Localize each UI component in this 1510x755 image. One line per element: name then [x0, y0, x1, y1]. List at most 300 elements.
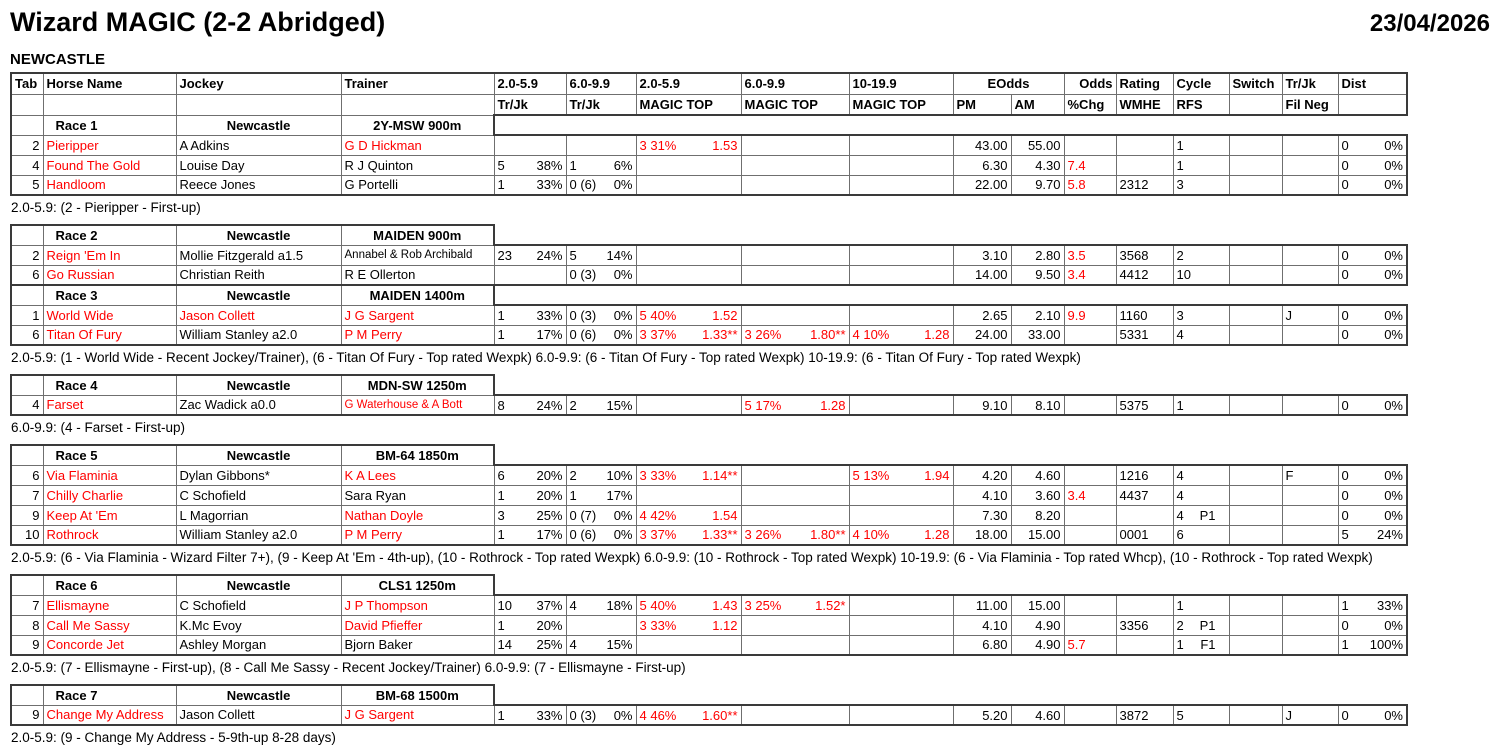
cell-rfs: 3: [1173, 305, 1229, 325]
cell-dist: 1 100%: [1338, 635, 1407, 655]
cell-magic-band3: [849, 395, 953, 415]
race-header-spacer: [494, 115, 566, 135]
cell-pm: 22.00: [953, 175, 1011, 195]
cell-am: 4.90: [1011, 635, 1064, 655]
race-header-spacer: [953, 375, 1011, 395]
race-header-spacer: [741, 445, 849, 465]
cell-trainer: David Pfieffer: [341, 615, 494, 635]
cell-trainer: G Waterhouse & A Bott: [341, 395, 494, 415]
cell-horse-name: Call Me Sassy: [43, 615, 176, 635]
cell-jockey: William Stanley a2.0: [176, 325, 341, 345]
cell-jockey: Reece Jones: [176, 175, 341, 195]
subheader-trjk-band2: Tr/Jk: [566, 94, 636, 115]
table-row: [11, 465, 1407, 485]
cell-rfs: 4: [1173, 485, 1229, 505]
table-row: [11, 135, 1407, 155]
cell-pm: 14.00: [953, 265, 1011, 285]
race-header-spacer: [1116, 115, 1173, 135]
cell-jockey: C Schofield: [176, 485, 341, 505]
race-table-block-3: [10, 374, 1408, 416]
race-venue: Newcastle: [176, 575, 341, 595]
cell-switch: [1229, 525, 1282, 545]
race-header-spacer: [1116, 575, 1173, 595]
cell-horse-name: World Wide: [43, 305, 176, 325]
cell-am: 55.00: [1011, 135, 1064, 155]
cell-pm: 6.80: [953, 635, 1011, 655]
cell-trjk-band2: 0 (7) 0%: [566, 505, 636, 525]
race-header-spacer: [566, 685, 636, 705]
race-header-spacer: [1011, 285, 1064, 305]
cell-jockey: Christian Reith: [176, 265, 341, 285]
cell-am: 8.20: [1011, 505, 1064, 525]
cell-magic-band1: [636, 485, 741, 505]
race-header-spacer: [1282, 225, 1338, 245]
race-header-spacer: [636, 225, 741, 245]
cell-trainer: R E Ollerton: [341, 265, 494, 285]
cell-tab: 4: [11, 395, 43, 415]
cell-magic-band3: [849, 155, 953, 175]
cell-trainer: P M Perry: [341, 325, 494, 345]
race-header-spacer: [741, 575, 849, 595]
race-header-spacer: [636, 685, 741, 705]
race-table-block-2: [10, 224, 1408, 346]
cell-switch: [1229, 615, 1282, 635]
cell-chg: [1064, 135, 1116, 155]
table-row: [11, 635, 1407, 655]
cell-magic-band3: 4 10% 1.28: [849, 525, 953, 545]
race-header-spacer: [1338, 285, 1407, 305]
race-header-spacer: [953, 575, 1011, 595]
race-header-tab: [11, 375, 43, 395]
cell-magic-band2: 5 17% 1.28: [741, 395, 849, 415]
cell-jockey: Jason Collett: [176, 305, 341, 325]
cell-rfs: 1 F1: [1173, 635, 1229, 655]
cell-pm: 7.30: [953, 505, 1011, 525]
cell-rfs: 10: [1173, 265, 1229, 285]
cell-trjk-band1: 14 25%: [494, 635, 566, 655]
race-class: BM-64 1850m: [341, 445, 494, 465]
cell-magic-band3: [849, 485, 953, 505]
cell-horse-name: Ellismayne: [43, 595, 176, 615]
cell-magic-band1: [636, 245, 741, 265]
race-table-block-5: [10, 574, 1408, 656]
race-header-row: [11, 285, 1407, 305]
race-header-spacer: [494, 445, 566, 465]
race-header-spacer: [1229, 375, 1282, 395]
cell-wmhe: [1116, 635, 1173, 655]
cell-wmhe: 5331: [1116, 325, 1173, 345]
race-header-spacer: [1011, 225, 1064, 245]
cell-trainer: K A Lees: [341, 465, 494, 485]
header-cycle: Cycle: [1173, 73, 1229, 94]
cell-trjk-band2: 0 (6) 0%: [566, 525, 636, 545]
cell-wmhe: [1116, 505, 1173, 525]
table-row: [11, 705, 1407, 725]
race-name: Race 6: [43, 575, 176, 595]
cell-chg: [1064, 595, 1116, 615]
cell-dist: 0 0%: [1338, 615, 1407, 635]
cell-jockey: K.Mc Evoy: [176, 615, 341, 635]
cell-magic-band2: [741, 505, 849, 525]
cell-chg: 3.4: [1064, 485, 1116, 505]
race-venue: Newcastle: [176, 685, 341, 705]
cell-dist: 0 0%: [1338, 245, 1407, 265]
cell-rfs: 1: [1173, 395, 1229, 415]
cell-switch: [1229, 325, 1282, 345]
cell-fil-neg: [1282, 615, 1338, 635]
cell-magic-band3: [849, 245, 953, 265]
cell-magic-band2: [741, 705, 849, 725]
subheader-chg: %Chg: [1064, 94, 1116, 115]
race-header-spacer: [636, 575, 741, 595]
race-header-spacer: [741, 375, 849, 395]
cell-am: 33.00: [1011, 325, 1064, 345]
cell-horse-name: Chilly Charlie: [43, 485, 176, 505]
race-header-spacer: [1338, 115, 1407, 135]
cell-switch: [1229, 175, 1282, 195]
cell-chg: [1064, 615, 1116, 635]
report-date: 23/04/2026: [1369, 10, 1490, 37]
header-trjk-band1: 2.0-5.9: [494, 73, 566, 94]
race-header-spacer: [1064, 445, 1116, 465]
cell-magic-band3: 4 10% 1.28: [849, 325, 953, 345]
table-row: [11, 155, 1407, 175]
cell-horse-name: Reign 'Em In: [43, 245, 176, 265]
race-header-row: [11, 225, 1407, 245]
subheader-switch: [1229, 94, 1282, 115]
cell-trainer: G D Hickman: [341, 135, 494, 155]
cell-trainer: J G Sargent: [341, 705, 494, 725]
cell-am: 2.10: [1011, 305, 1064, 325]
cell-magic-band2: [741, 615, 849, 635]
cell-trjk-band2: 0 (3) 0%: [566, 305, 636, 325]
cell-pm: 24.00: [953, 325, 1011, 345]
cell-dist: 0 0%: [1338, 465, 1407, 485]
race-header-spacer: [1011, 575, 1064, 595]
cell-tab: 2: [11, 245, 43, 265]
cell-horse-name: Rothrock: [43, 525, 176, 545]
race-venue: Newcastle: [176, 445, 341, 465]
race-header-spacer: [741, 285, 849, 305]
cell-pm: 11.00: [953, 595, 1011, 615]
subheader-fil-neg: Fil Neg: [1282, 94, 1338, 115]
cell-wmhe: 1160: [1116, 305, 1173, 325]
cell-trjk-band1: 1 33%: [494, 305, 566, 325]
cell-jockey: Mollie Fitzgerald a1.5: [176, 245, 341, 265]
race-note: 2.0-5.9: (9 - Change My Address - 5-9th-up 8-28 days): [11, 730, 336, 745]
race-header-spacer: [1116, 445, 1173, 465]
cell-jockey: Louise Day: [176, 155, 341, 175]
cell-magic-band3: [849, 305, 953, 325]
cell-tab: 7: [11, 485, 43, 505]
race-header-spacer: [1282, 375, 1338, 395]
cell-trjk-band1: 1 33%: [494, 705, 566, 725]
cell-jockey: William Stanley a2.0: [176, 525, 341, 545]
race-header-spacer: [1229, 445, 1282, 465]
race-header-tab: [11, 115, 43, 135]
subheader-wmhe: WMHE: [1116, 94, 1173, 115]
table-row: [11, 505, 1407, 525]
race-table-block-1: [10, 72, 1408, 196]
subheader-trainer: [341, 94, 494, 115]
page-title: Wizard MAGIC (2-2 Abridged): [10, 7, 386, 37]
race-header-row: [11, 375, 1407, 395]
race-header-spacer: [1116, 375, 1173, 395]
cell-pm: 4.20: [953, 465, 1011, 485]
cell-trjk-band1: 1 20%: [494, 485, 566, 505]
race-header-spacer: [494, 285, 566, 305]
cell-rfs: 5: [1173, 705, 1229, 725]
header-magic-band3: 10-19.9: [849, 73, 953, 94]
cell-trjk-band2: 0 (6) 0%: [566, 175, 636, 195]
cell-dist: 0 0%: [1338, 175, 1407, 195]
header-dist: Dist: [1338, 73, 1407, 94]
cell-am: 15.00: [1011, 525, 1064, 545]
race-name: Race 3: [43, 285, 176, 305]
race-note: 2.0-5.9: (2 - Pieripper - First-up): [11, 200, 201, 215]
race-header-spacer: [953, 115, 1011, 135]
race-header-spacer: [1064, 225, 1116, 245]
cell-wmhe: 4437: [1116, 485, 1173, 505]
race-venue: Newcastle: [176, 225, 341, 245]
header-horse-name: Horse Name: [43, 73, 176, 94]
cell-chg: 3.4: [1064, 265, 1116, 285]
cell-chg: 7.4: [1064, 155, 1116, 175]
cell-trjk-band1: 1 17%: [494, 325, 566, 345]
race-name: Race 2: [43, 225, 176, 245]
cell-wmhe: 3356: [1116, 615, 1173, 635]
subheader-horse-name: [43, 94, 176, 115]
cell-trainer: J P Thompson: [341, 595, 494, 615]
race-class: MAIDEN 1400m: [341, 285, 494, 305]
race-header-spacer: [953, 225, 1011, 245]
cell-tab: 6: [11, 465, 43, 485]
cell-rfs: 1: [1173, 595, 1229, 615]
race-header-row: [11, 445, 1407, 465]
race-venue: Newcastle: [176, 375, 341, 395]
cell-horse-name: Titan Of Fury: [43, 325, 176, 345]
race-note: 6.0-9.9: (4 - Farset - First-up): [11, 420, 186, 435]
cell-jockey: C Schofield: [176, 595, 341, 615]
race-header-spacer: [1338, 685, 1407, 705]
cell-am: 9.70: [1011, 175, 1064, 195]
cell-magic-band1: [636, 635, 741, 655]
race-header-spacer: [1282, 115, 1338, 135]
cell-magic-band3: [849, 505, 953, 525]
cell-trainer: Annabel & Rob Archibald: [341, 245, 494, 265]
cell-trjk-band2: [566, 615, 636, 635]
cell-magic-band1: 5 40% 1.43: [636, 595, 741, 615]
cell-magic-band2: [741, 305, 849, 325]
cell-dist: 0 0%: [1338, 135, 1407, 155]
subheader-magic-band1: MAGIC TOP: [636, 94, 741, 115]
cell-magic-band3: [849, 635, 953, 655]
cell-switch: [1229, 635, 1282, 655]
cell-rfs: 4: [1173, 465, 1229, 485]
cell-trjk-band2: [566, 135, 636, 155]
race-header-tab: [11, 685, 43, 705]
cell-chg: 5.7: [1064, 635, 1116, 655]
race-header-spacer: [566, 225, 636, 245]
cell-fil-neg: F: [1282, 465, 1338, 485]
race-name: Race 1: [43, 115, 176, 135]
cell-tab: 7: [11, 595, 43, 615]
race-header-spacer: [494, 685, 566, 705]
race-header-spacer: [1282, 285, 1338, 305]
cell-trjk-band1: 1 17%: [494, 525, 566, 545]
cell-jockey: A Adkins: [176, 135, 341, 155]
cell-chg: [1064, 325, 1116, 345]
cell-magic-band1: 3 31% 1.53: [636, 135, 741, 155]
cell-magic-band1: [636, 265, 741, 285]
cell-switch: [1229, 395, 1282, 415]
cell-magic-band3: 5 13% 1.94: [849, 465, 953, 485]
cell-dist: 0 0%: [1338, 155, 1407, 175]
header-tab: Tab: [11, 73, 43, 94]
cell-am: 4.60: [1011, 465, 1064, 485]
cell-rfs: 1: [1173, 135, 1229, 155]
header-jockey: Jockey: [176, 73, 341, 94]
race-header-spacer: [849, 285, 953, 305]
cell-pm: 9.10: [953, 395, 1011, 415]
race-header-spacer: [1064, 115, 1116, 135]
cell-magic-band3: [849, 705, 953, 725]
race-header-spacer: [566, 445, 636, 465]
cell-chg: [1064, 505, 1116, 525]
subheader-tab: [11, 94, 43, 115]
race-class: CLS1 1250m: [341, 575, 494, 595]
cell-fil-neg: J: [1282, 305, 1338, 325]
cell-jockey: Ashley Morgan: [176, 635, 341, 655]
cell-magic-band1: 3 37% 1.33**: [636, 525, 741, 545]
cell-trainer: J G Sargent: [341, 305, 494, 325]
race-header-spacer: [1173, 685, 1229, 705]
cell-trjk-band2: 0 (3) 0%: [566, 265, 636, 285]
cell-fil-neg: [1282, 245, 1338, 265]
cell-wmhe: [1116, 595, 1173, 615]
race-header-spacer: [1229, 575, 1282, 595]
cell-fil-neg: [1282, 525, 1338, 545]
race-header-spacer: [1229, 685, 1282, 705]
cell-pm: 6.30: [953, 155, 1011, 175]
table-row: [11, 485, 1407, 505]
race-header-spacer: [494, 575, 566, 595]
cell-magic-band3: [849, 135, 953, 155]
cell-magic-band3: [849, 595, 953, 615]
cell-tab: 9: [11, 505, 43, 525]
race-header-tab: [11, 445, 43, 465]
cell-magic-band3: [849, 265, 953, 285]
cell-switch: [1229, 705, 1282, 725]
race-header-spacer: [1116, 285, 1173, 305]
cell-trjk-band2: 1 17%: [566, 485, 636, 505]
cell-tab: 1: [11, 305, 43, 325]
race-header-spacer: [1282, 575, 1338, 595]
race-header-tab: [11, 285, 43, 305]
cell-trjk-band1: 1 20%: [494, 615, 566, 635]
cell-am: 4.30: [1011, 155, 1064, 175]
cell-trjk-band1: 1 33%: [494, 175, 566, 195]
race-class: MDN-SW 1250m: [341, 375, 494, 395]
race-header-spacer: [1064, 685, 1116, 705]
cell-wmhe: 5375: [1116, 395, 1173, 415]
cell-pm: 3.10: [953, 245, 1011, 265]
cell-pm: 4.10: [953, 485, 1011, 505]
cell-am: 2.80: [1011, 245, 1064, 265]
table-row: [11, 175, 1407, 195]
race-header-spacer: [1338, 375, 1407, 395]
race-header-spacer: [636, 375, 741, 395]
cell-trainer: Nathan Doyle: [341, 505, 494, 525]
race-header-spacer: [494, 225, 566, 245]
race-header-spacer: [1173, 115, 1229, 135]
cell-magic-band3: [849, 175, 953, 195]
cell-tab: 6: [11, 265, 43, 285]
cell-horse-name: Keep At 'Em: [43, 505, 176, 525]
cell-switch: [1229, 305, 1282, 325]
race-header-spacer: [566, 115, 636, 135]
race-header-spacer: [849, 375, 953, 395]
title-bar: [10, 7, 1498, 38]
cell-tab: 6: [11, 325, 43, 345]
cell-chg: 5.8: [1064, 175, 1116, 195]
cell-trjk-band2: 5 14%: [566, 245, 636, 265]
cell-chg: [1064, 395, 1116, 415]
cell-wmhe: 3872: [1116, 705, 1173, 725]
race-header-spacer: [849, 115, 953, 135]
cell-magic-band1: 3 37% 1.33**: [636, 325, 741, 345]
race-header-spacer: [636, 285, 741, 305]
subheader-trjk-band1: Tr/Jk: [494, 94, 566, 115]
cell-jockey: Dylan Gibbons*: [176, 465, 341, 485]
cell-magic-band2: [741, 465, 849, 485]
race-header-spacer: [1064, 375, 1116, 395]
cell-magic-band2: [741, 155, 849, 175]
subheader-magic-band3: MAGIC TOP: [849, 94, 953, 115]
race-header-spacer: [849, 685, 953, 705]
race-header-spacer: [1116, 685, 1173, 705]
race-name: Race 4: [43, 375, 176, 395]
header-magic-band2: 6.0-9.9: [741, 73, 849, 94]
cell-trjk-band2: 0 (3) 0%: [566, 705, 636, 725]
race-header-tab: [11, 575, 43, 595]
cell-dist: 0 0%: [1338, 705, 1407, 725]
subheader-rfs: RFS: [1173, 94, 1229, 115]
cell-switch: [1229, 245, 1282, 265]
cell-wmhe: 4412: [1116, 265, 1173, 285]
cell-pm: 5.20: [953, 705, 1011, 725]
cell-magic-band2: 3 25% 1.52*: [741, 595, 849, 615]
report-body: [10, 72, 1498, 745]
cell-wmhe: [1116, 155, 1173, 175]
race-header-spacer: [849, 225, 953, 245]
cell-trjk-band2: 4 18%: [566, 595, 636, 615]
header-switch: Switch: [1229, 73, 1282, 94]
venue-label: NEWCASTLE: [10, 51, 105, 68]
cell-wmhe: 1216: [1116, 465, 1173, 485]
cell-trjk-band1: 10 37%: [494, 595, 566, 615]
cell-dist: 0 0%: [1338, 325, 1407, 345]
cell-pm: 18.00: [953, 525, 1011, 545]
cell-horse-name: Via Flaminia: [43, 465, 176, 485]
race-header-spacer: [741, 115, 849, 135]
cell-am: 9.50: [1011, 265, 1064, 285]
cell-horse-name: Handloom: [43, 175, 176, 195]
subheader-dist: [1338, 94, 1407, 115]
cell-trainer: Sara Ryan: [341, 485, 494, 505]
race-venue: Newcastle: [176, 115, 341, 135]
cell-magic-band1: [636, 175, 741, 195]
